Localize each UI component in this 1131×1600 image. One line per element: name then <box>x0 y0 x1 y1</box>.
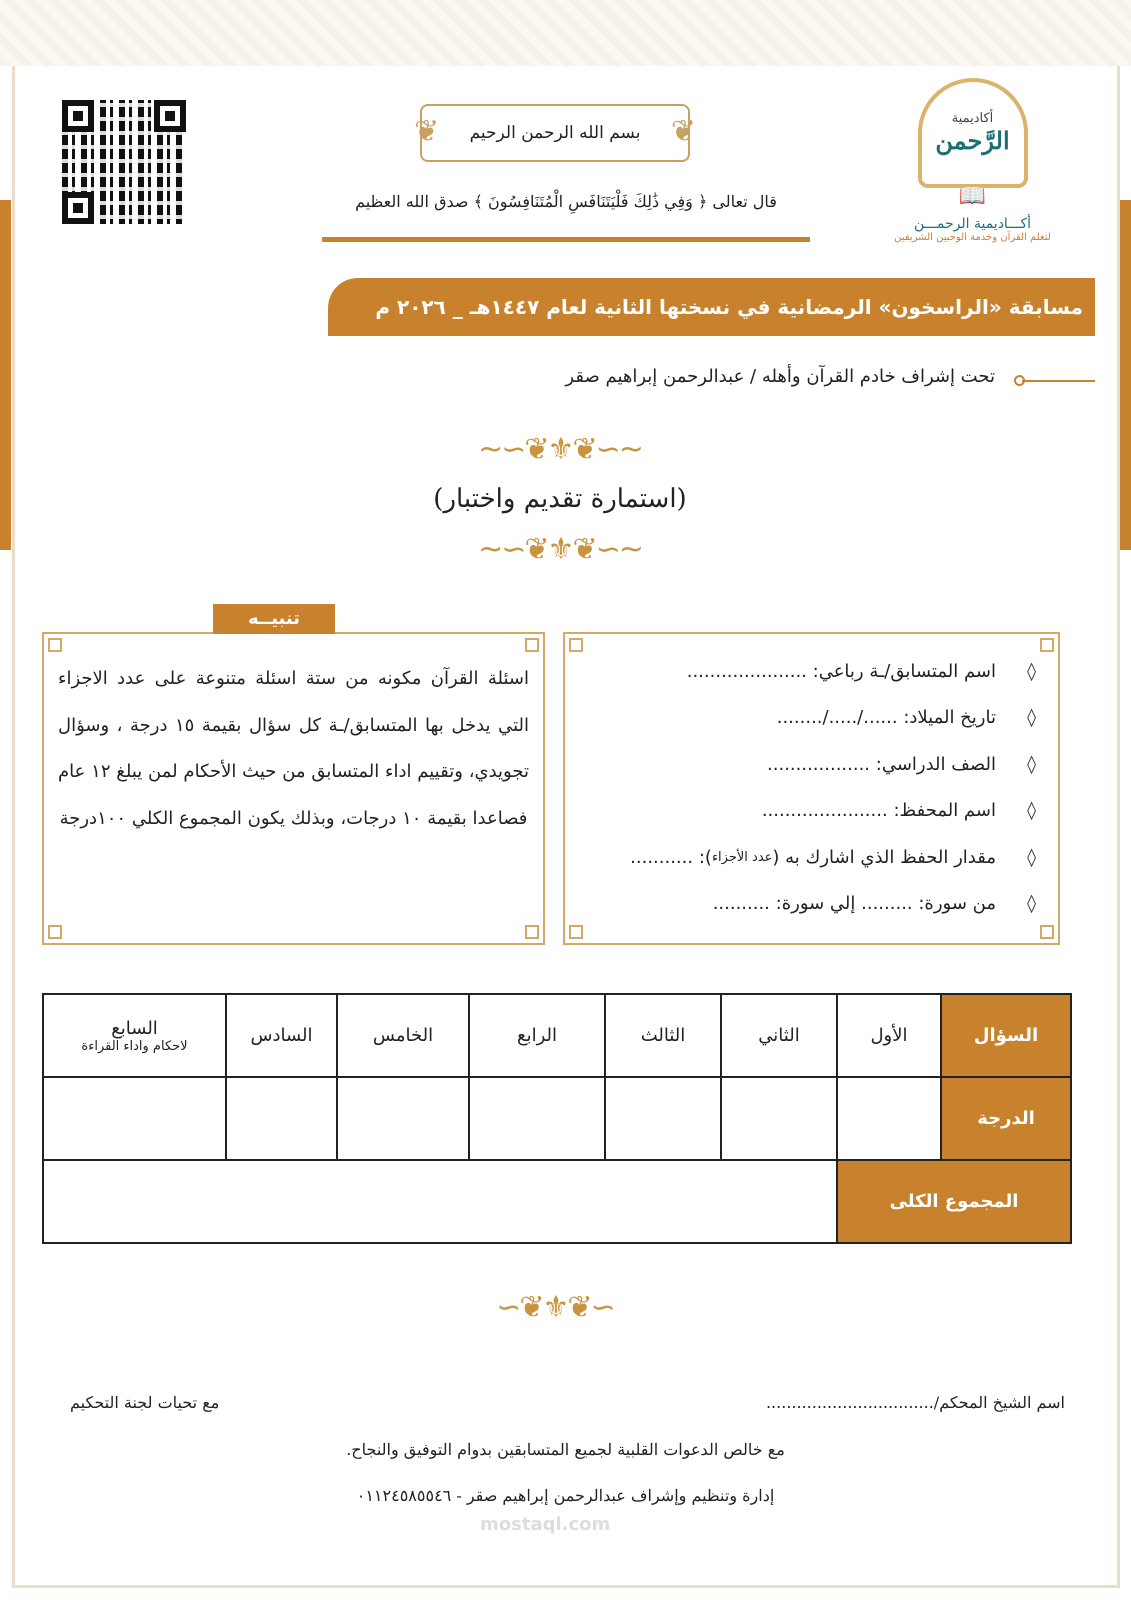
score-cell[interactable] <box>337 1077 469 1160</box>
q7-label: السابع <box>111 1017 158 1039</box>
book-icon: 📖 <box>958 184 987 209</box>
logo-tagline: لتعلم القرآن وخدمة الوحيين الشريفين <box>894 232 1051 243</box>
q7-note: لاحكام واداء القراءة <box>81 1038 188 1054</box>
field-name[interactable] <box>587 648 1036 695</box>
field-label: اسم المحفظ: <box>893 800 996 822</box>
competition-banner <box>328 278 1095 336</box>
ornament-top: ~∽❦⚜❦∽~ <box>478 432 642 467</box>
wishes: مع خالص الدعوات القلبية لجميع المتسابقين بدوام التوفيق والنجاح. <box>346 1440 785 1459</box>
diamond-icon: ◊ <box>1027 846 1036 868</box>
field-blank: ........... <box>630 846 694 868</box>
qr-finder <box>154 100 186 132</box>
logo-arch <box>918 78 1028 188</box>
corner-ornament <box>569 925 583 939</box>
corner-ornament <box>48 925 62 939</box>
notice-text: اسئلة القرآن مكونه من ستة اسئلة متنوعة على عدد الاجزاء التي يدخل بها المتسابق/ـة كل سؤال بقيمة ١٥ درجة ، وسؤال تجويدي، وتقييم اداء المتسابق من حيث الأحكام لمن يبلغ ١٢ عام فصاعدا بقيمة ١٠ درجات، وبذلك يكون المجموع الكلي ١٠٠درجة <box>58 668 529 829</box>
field-surah-range[interactable] <box>587 881 1036 928</box>
diamond-icon: ◊ <box>1027 660 1036 682</box>
col-q6: السادس <box>226 994 337 1077</box>
management: إدارة وتنظيم وإشراف عبدالرحمن إبراهيم صقر - ٠١١٢٤٥٨٥٥٤٦ <box>356 1486 775 1505</box>
col-q4: الرابع <box>469 994 605 1077</box>
corner-ornament <box>48 638 62 652</box>
form-title: (استمارة تقديم واختبار) <box>433 484 687 514</box>
divider <box>322 237 810 242</box>
score-cell[interactable] <box>226 1077 337 1160</box>
logo-main: الرَّحمن <box>935 126 1010 155</box>
header-total: المجموع الكلى <box>837 1160 1071 1243</box>
field-blank: .......... <box>712 893 770 915</box>
diamond-icon: ◊ <box>1027 707 1036 729</box>
field-blank: ....../...../........ <box>776 707 898 729</box>
diamond-icon: ◊ <box>1027 893 1036 915</box>
score-cell[interactable] <box>469 1077 605 1160</box>
ornament-footer: ∽❦⚜❦∽ <box>496 1290 614 1325</box>
score-cell[interactable] <box>605 1077 721 1160</box>
field-label: الصف الدراسي: <box>875 753 996 775</box>
field-label: ): <box>698 846 712 868</box>
corner-ornament <box>525 638 539 652</box>
qr-finder <box>62 100 94 132</box>
field-label: اسم المتسابق/ـة رباعي: <box>812 660 996 682</box>
col-q5: الخامس <box>337 994 469 1077</box>
qr-finder <box>62 192 94 224</box>
notice-box <box>42 632 545 945</box>
col-q3: الثالث <box>605 994 721 1077</box>
header-score: الدرجة <box>941 1077 1071 1160</box>
bullet-line <box>1022 380 1095 382</box>
basmala: ❦ بسم الله الرحمن الرحيم <box>469 123 641 143</box>
table-row <box>43 1077 1071 1160</box>
field-memorization[interactable] <box>587 834 1036 881</box>
academy-logo <box>880 78 1065 258</box>
col-q1: الأول <box>837 994 941 1077</box>
logo-name: أكـــاديمية الرحمـــن <box>913 216 1032 232</box>
score-cell[interactable] <box>43 1077 226 1160</box>
ornament-bottom: ~∽❦⚜❦∽~ <box>478 532 642 567</box>
score-cell[interactable] <box>721 1077 837 1160</box>
banner-text: مسابقة «الراسخون» الرمضانية في نسختها الثانية لعام ١٤٤٧هـ _ ٢٠٢٦ م <box>375 295 1083 319</box>
notice-label: تنبيــه <box>213 604 335 634</box>
col-q7 <box>43 994 226 1077</box>
watermark: mostaql.com <box>480 1514 611 1535</box>
score-cell[interactable] <box>837 1077 941 1160</box>
field-blank: .................. <box>767 753 871 775</box>
total-cell[interactable] <box>43 1160 837 1243</box>
table-row <box>43 1160 1071 1243</box>
left-accent-bar <box>0 200 11 550</box>
supervision: تحت إشراف خادم القرآن وأهله / عبدالرحمن إبراهيم صقر <box>565 366 995 387</box>
field-teacher[interactable] <box>587 788 1036 835</box>
corner-ornament <box>569 638 583 652</box>
field-blank: ...................... <box>761 800 888 822</box>
field-label: مقدار الحفظ الذي اشارك به ( <box>772 846 996 868</box>
field-label: من سورة: ......... إلي سورة: <box>775 893 996 915</box>
table-row <box>43 994 1071 1077</box>
greeting: مع تحيات لجنة التحكيم <box>70 1393 220 1412</box>
corner-ornament <box>1040 638 1054 652</box>
judge-name: اسم الشيخ المحكم/................................. <box>765 1393 1065 1412</box>
corner-ornament <box>525 925 539 939</box>
header-question: السؤال <box>941 994 1071 1077</box>
corner-ornament <box>1040 925 1054 939</box>
field-label: تاريخ الميلاد: <box>903 707 996 729</box>
field-grade[interactable] <box>587 741 1036 788</box>
score-table <box>42 993 1072 1244</box>
col-q2: الثاني <box>721 994 837 1077</box>
field-note: عدد الأجزاء <box>711 849 773 865</box>
quran-verse: قال تعالى ﴿ وَفِي ذَٰلِكَ فَلْيَتَنَافَسِ الْمُتَنَافِسُونَ ﴾ صدق الله العظيم <box>355 192 777 211</box>
applicant-info-box <box>563 632 1060 945</box>
logo-top: أكاديمية <box>951 111 994 126</box>
top-pattern <box>0 0 1131 66</box>
field-blank: ..................... <box>686 660 807 682</box>
right-accent-bar <box>1120 200 1131 550</box>
field-birthdate[interactable] <box>587 695 1036 742</box>
basmala-frame <box>420 104 690 162</box>
diamond-icon: ◊ <box>1027 753 1036 775</box>
diamond-icon: ◊ <box>1027 800 1036 822</box>
